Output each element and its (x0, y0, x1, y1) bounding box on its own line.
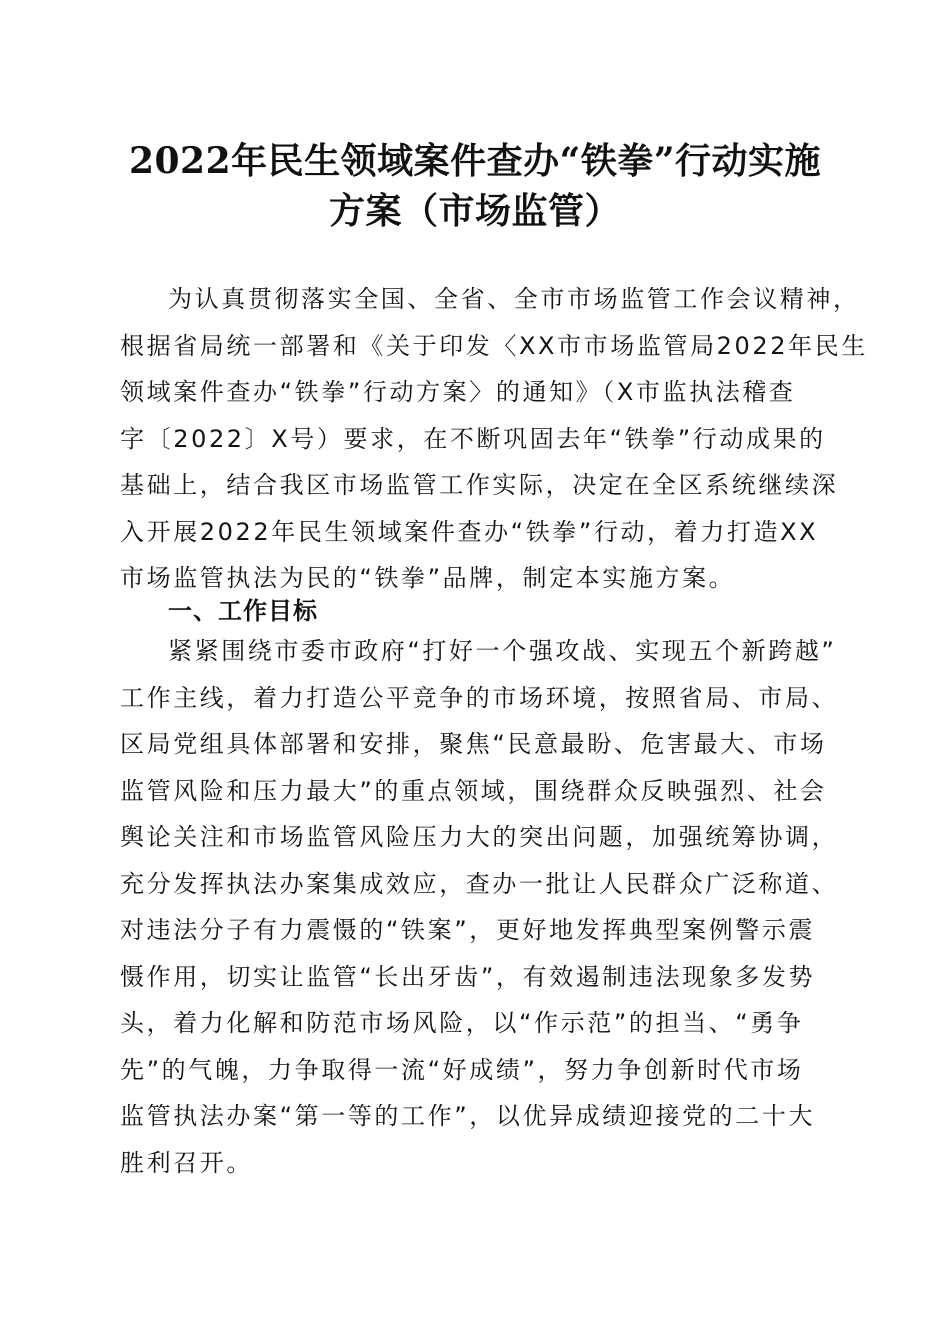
goal-line: 监管风险和压力最大”的重点领域，围绕群众反映强烈、社会 (120, 776, 827, 805)
goal-line: 工作主线，着力打造公平竞争的市场环境，按照省局、市局、 (120, 683, 839, 712)
intro-line: 入开展2022年民生领域案件查办“铁拳”行动，着力打造XX (120, 517, 819, 546)
title-line-2: 方案（市场监管） (328, 190, 621, 232)
section-heading: 一、工作目标 (168, 597, 318, 625)
intro-line: 字〔2022〕X号）要求，在不断巩固去年“铁拳”行动成果的 (120, 424, 826, 453)
title-line-1: 2022年民生领域案件查办“铁拳”行动实施 (128, 140, 822, 182)
document-title (60, 136, 890, 236)
goal-line: 慑作用，切实让监管“长出牙齿”，有效遏制违法现象多发势 (120, 962, 816, 991)
intro-line: 基础上，结合我区市场监管工作实际，决定在全区系统继续深 (120, 471, 839, 499)
goal-line: 头，着力化解和防范市场风险，以“作示范”的担当、“勇争 (120, 1009, 804, 1037)
goal-line: 舆论关注和市场监管风险压力大的突出问题，加强统筹协调， (120, 823, 839, 851)
goal-line: 紧紧围绕市委市政府“打好一个强攻战、实现五个新跨越” (168, 637, 837, 665)
intro-line: 根据省局统一部署和《关于印发〈XX市市场监管局2022年民生 (120, 331, 868, 360)
goal-line: 监管执法办案“第一等的工作”，以优异成绩迎接党的二十大 (120, 1102, 816, 1130)
goal-line: 胜利召开。 (120, 1148, 253, 1177)
intro-line: 为认真贯彻落实全国、全省、全市市场监管工作会议精神， (168, 285, 860, 313)
intro-line: 领域案件查办“铁拳”行动方案〉的通知》（X市监执法稽查 (120, 378, 796, 406)
goal-line: 充分发挥执法办案集成效应，查办一批让人民群众广泛称道、 (120, 869, 839, 898)
intro-paragraph (120, 276, 868, 602)
goal-line: 区局党组具体部署和安排，聚焦“民意最盼、危害最大、市场 (120, 730, 827, 758)
intro-line: 市场监管执法为民的“铁拳”品牌，制定本实施方案。 (120, 564, 736, 592)
goal-line: 对违法分子有力震慑的“铁案”，更好地发挥典型案例警示震 (120, 916, 816, 944)
goal-line: 先”的气魄，力争取得一流“好成绩”，努力争创新时代市场 (120, 1055, 804, 1084)
goal-paragraph (120, 628, 839, 1186)
